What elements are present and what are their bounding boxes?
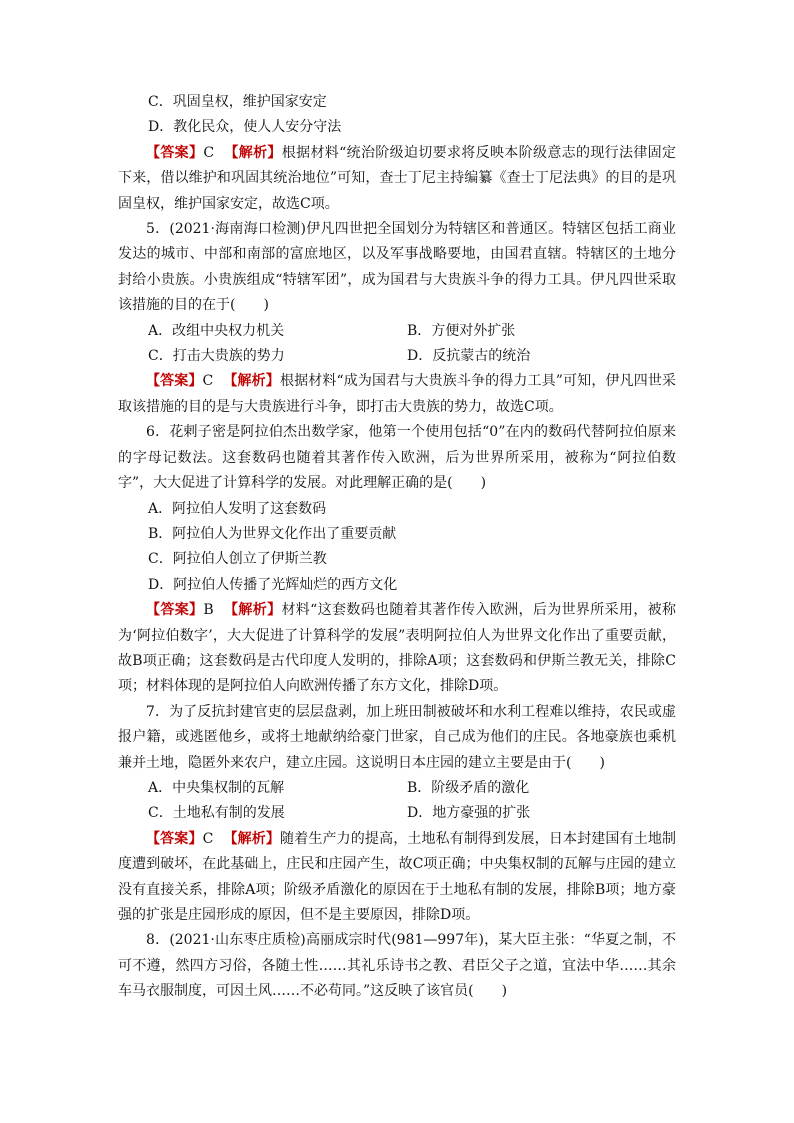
question-5-option-d: D．反抗蒙古的统治 bbox=[407, 348, 531, 365]
question-5-option-a: A．改组中央权力机关 bbox=[148, 322, 285, 339]
question-6-option-d: D．阿拉伯人传播了光辉灿烂的西方文化 bbox=[148, 576, 398, 593]
question-7-options-row-2 bbox=[118, 801, 676, 826]
question-7-option-b: B．阶级矛盾的激化 bbox=[407, 779, 530, 796]
question-5-option-b: B．方便对外扩张 bbox=[407, 322, 516, 339]
analysis-label: 【解析】 bbox=[224, 144, 282, 161]
answer-value: B bbox=[203, 602, 214, 619]
prev-option-c: C．巩固皇权，维护国家安定 bbox=[148, 94, 327, 110]
question-5-answer bbox=[118, 369, 676, 420]
question-7-stem: 7．为了反抗封建官吏的层层盘剥，加上班田制被破坏和水利工程难以维持，农民或虚报户籍，或逃匿他乡，或将土地献纳给豪门世家，自己成为他们的庄民。各地豪族也乘机兼并土地，隐匿外来农户，建立庄园。这说明日本庄园的建立主要是由于( ) bbox=[118, 703, 676, 771]
question-6-option-c: C．阿拉伯人创立了伊斯兰教 bbox=[148, 551, 327, 568]
analysis-label: 【解析】 bbox=[223, 830, 281, 847]
question-7-option-d: D．地方豪强的扩张 bbox=[407, 805, 531, 822]
question-8-stem: 8．(2021·山东枣庄质检)高丽成宗时代(981—997年)，某大臣主张：“华夏之制，不可不遵，然四方习俗，各随土性……其礼乐诗书之教、君臣父子之道，宜法中华……其余车马衣服制度，可因土风……不必苟同。”这反映了该官员( ) bbox=[118, 932, 676, 1000]
analysis-text: 材料“这套数码也随着其著作传入欧洲，后为世界所采用，被称为‘阿拉伯数字’，大大促进了计算科学的发展”表明阿拉伯人为世界文化作出了重要贡献，故B项正确；这套数码是古代印度人发明的，排除A项；这套数码和伊斯兰教无关，排除C项；材料体现的是阿拉伯人向欧洲传播了东方文化，排除D项。 bbox=[118, 602, 677, 695]
answer-value: C bbox=[202, 373, 214, 390]
prev-option-d: D．教化民众，使人人安分守法 bbox=[148, 119, 342, 136]
answer-label: 【答案】 bbox=[146, 144, 204, 161]
question-7-option-a: A．中央集权制的瓦解 bbox=[148, 779, 285, 796]
analysis-text: 随着生产力的提高，土地私有制得到发展，日本封建国有土地制度遭到破坏，在此基础上，庄民和庄园产生，故C项正确；中央集权制的瓦解与庄园的建立没有直接关系，排除A项；阶级矛盾激化的原因在于土地私有制的发展，排除B项；地方豪强的扩张是庄园形成的原因，但不是主要原因，排除D项。 bbox=[118, 830, 677, 923]
question-6-option-b: B．阿拉伯人为世界文化作出了重要贡献 bbox=[148, 525, 397, 542]
analysis-text: 根据材料“成为国君与大贵族斗争的得力工具”可知，伊凡四世采取该措施的目的是与大贵族进行斗争，即打击大贵族的势力，故选C项。 bbox=[118, 373, 676, 415]
page-content bbox=[118, 90, 676, 1005]
answer-value: C bbox=[202, 830, 214, 847]
analysis-label: 【解析】 bbox=[223, 373, 280, 390]
analysis-label: 【解析】 bbox=[223, 602, 282, 619]
answer-value: C bbox=[203, 144, 215, 161]
question-5-options-row-1 bbox=[118, 319, 676, 344]
question-6-answer bbox=[118, 598, 676, 700]
answer-label: 【答案】 bbox=[146, 602, 204, 619]
question-7-options-row-1 bbox=[118, 776, 676, 801]
prev-answer bbox=[118, 141, 676, 217]
question-7-answer bbox=[118, 827, 676, 929]
question-5-option-c: C．打击大贵族的势力 bbox=[148, 348, 285, 365]
question-6-stem: 6．花剌子密是阿拉伯杰出数学家，他第一个使用包括“0”在内的数码代替阿拉伯原来的字母记数法。这套数码也随着其著作传入欧洲，后为世界所采用，被称为“阿拉伯数字”，大大促进了计算科学的发展。对此理解正确的是( ) bbox=[118, 424, 676, 492]
answer-label: 【答案】 bbox=[146, 373, 203, 390]
question-7-option-c: C．土地私有制的发展 bbox=[148, 805, 285, 822]
answer-label: 【答案】 bbox=[146, 830, 203, 847]
question-5-stem: 5．(2021·海南海口检测)伊凡四世把全国划分为特辖区和普通区。特辖区包括工商业发达的城市、中部和南部的富庶地区，以及军事战略要地，由国君直辖。特辖区的土地分封给小贵族。小贵族组成“特辖军团”，成为国君与大贵族斗争的得力工具。伊凡四世采取该措施的目的在于( ) bbox=[118, 221, 676, 314]
question-6-option-a: A．阿拉伯人发明了这套数码 bbox=[148, 500, 327, 517]
question-5-options-row-2 bbox=[118, 344, 676, 369]
analysis-text: 根据材料“统治阶级迫切要求将反映本阶级意志的现行法律固定下来，借以维护和巩固其统治地位”可知，查士丁尼主持编纂《查士丁尼法典》的目的是巩固皇权，维护国家安定，故选C项。 bbox=[118, 144, 677, 212]
